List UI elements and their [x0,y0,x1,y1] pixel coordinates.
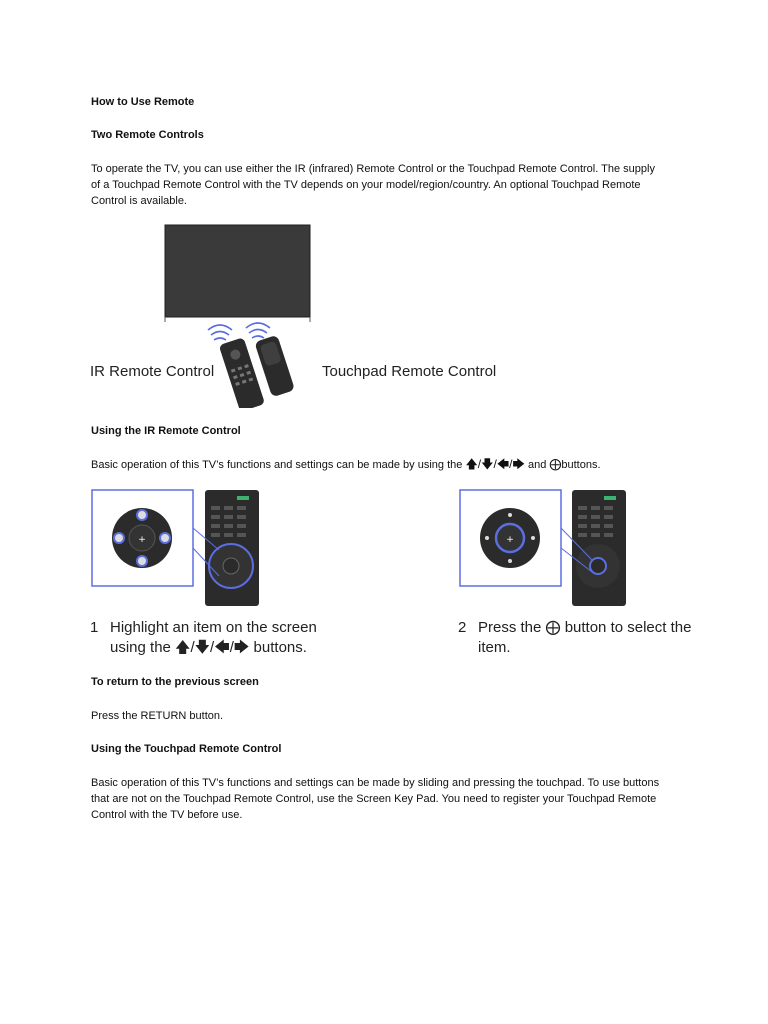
svg-text:+: + [138,535,146,545]
ir-remote-label: IR Remote Control [90,363,215,380]
touchpad-remote-icon [254,335,295,398]
section-heading-using-ir: Using the IR Remote Control [91,425,241,437]
tv-screen-icon [165,225,310,317]
svg-text:+: + [506,535,514,545]
touchpad-paragraph: Basic operation of this TV’s functions and settings can be made by sliding and pressing the touchpad. To use buttons that are not on the Touchpad Remote Control, use the Screen Key Pad. You need to register your Touchpad Remote Control with the TV before use. [91,777,660,821]
step2-illustration [458,488,628,608]
step-1: 1 Highlight an item on the screen using the 🡅/🡇/🡄/🡆 buttons. [90,619,317,656]
enter-button-icon: ⨁ [549,457,562,471]
return-paragraph: Press the RETURN button. [91,710,224,722]
intro-paragraph: To operate the TV, you can use either the IR (infrared) Remote Control or the Touchpad Remote Control. The supply of a Touchpad Remote Control with the TV depends on your model/region/country. An optional Touchpad Remote Control is available. [91,163,655,207]
section-heading-two-remotes: Two Remote Controls [91,129,204,141]
ir-signal-icon [208,323,270,340]
section-heading-return: To return to the previous screen [91,676,259,688]
section-heading-using-touchpad: Using the Touchpad Remote Control [91,743,282,755]
ir-basic-paragraph: Basic operation of this TV’s functions and settings can be made by using the 🡅/🡇/🡄/🡆 and ⨁buttons. [91,457,601,471]
step-2: 2 Press the ⨁ button to select the item. [458,619,692,656]
touchpad-remote-label: Touchpad Remote Control [322,363,497,380]
step1-illustration [91,488,261,608]
arrow-buttons-icon: 🡅/🡇/🡄/🡆 [465,457,525,471]
tv-remotes-illustration [160,222,320,408]
page-title: How to Use Remote [91,96,195,108]
